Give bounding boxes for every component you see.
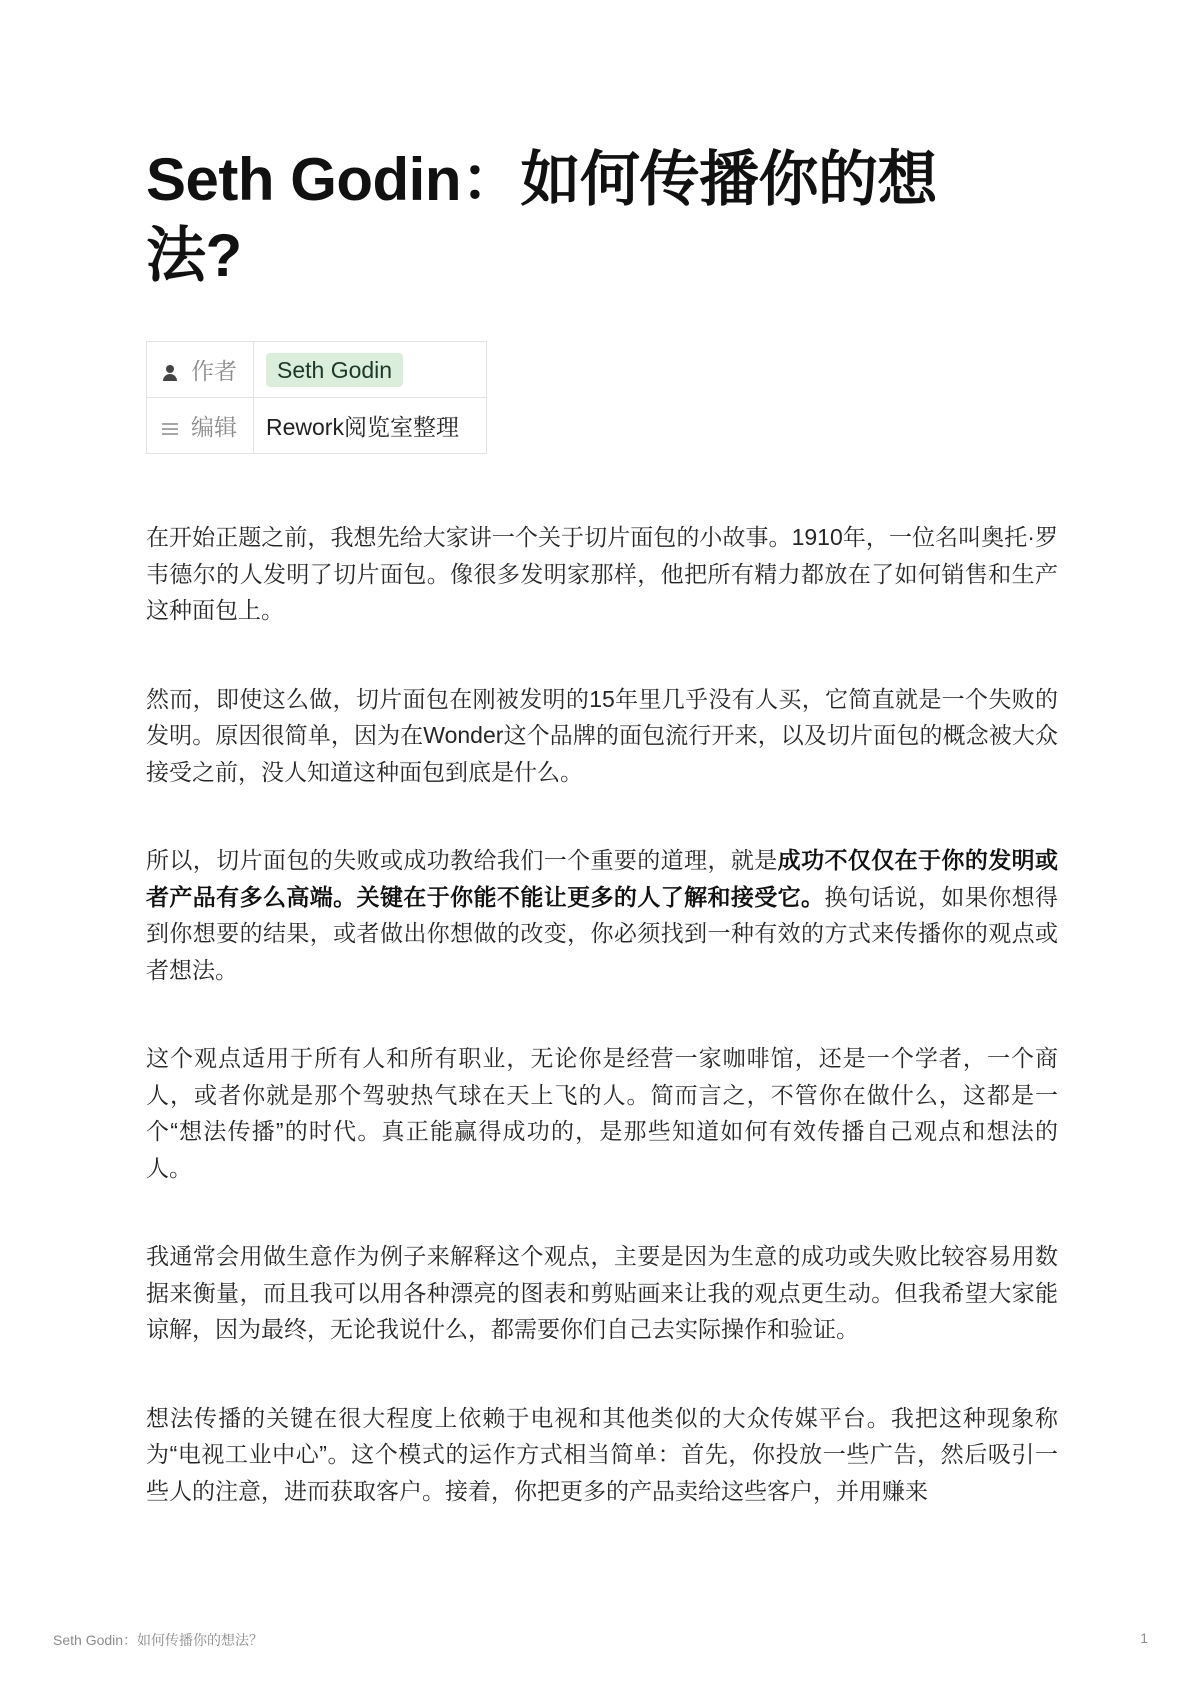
property-key-label: 作者 [191, 358, 237, 384]
property-key-editor [147, 398, 254, 454]
person-icon [159, 363, 181, 384]
properties-table [146, 341, 487, 454]
paragraph [146, 842, 1058, 988]
property-key-label: 编辑 [191, 414, 237, 440]
paragraph: 我通常会用做生意作为例子来解释这个观点，主要是因为生意的成功或失败比较容易用数据来衡量，而且我可以用各种漂亮的图表和剪贴画来让我的观点更生动。但我希望大家能谅解，因为最终，无论我说什么，都需要你们自己去实际操作和验证。 [146, 1243, 1058, 1342]
property-row-editor [147, 398, 487, 454]
bold-emphasis: 成功不仅仅在于你的发明或者产品有多么高端。关键在于你能不能让更多的人了解和接受它。 [146, 847, 1059, 910]
property-value-author [254, 342, 487, 398]
property-value-editor: Rework阅览室整理 [254, 398, 487, 454]
property-row-author [147, 342, 487, 398]
paragraph: 想法传播的关键在很大程度上依赖于电视和其他类似的大众传媒平台。我把这种现象称为“电视工业中心”。这个模式的运作方式相当简单：首先，你投放一些广告，然后吸引一些人的注意，进而获取客户。接着，你把更多的产品卖给这些客户，并用赚来 [146, 1404, 1058, 1504]
page-title: Seth Godin：如何传播你的想法? [146, 146, 937, 289]
property-key-author [147, 342, 254, 398]
author-tag[interactable]: Seth Godin [266, 353, 403, 387]
paragraph-text: 所以，切片面包的失败或成功教给我们一个重要的道理，就是 [146, 847, 778, 873]
article-body [146, 519, 1058, 1561]
paragraph: 这个观点适用于所有人和所有职业，无论你是经营一家咖啡馆，还是一个学者，一个商人，或者你就是那个驾驶热气球在天上飞的人。简而言之，不管你在做什么，这都是一个“想法传播”的时代。真正能赢得成功的，是那些知道如何有效传播自己观点和想法的人。 [146, 1045, 1058, 1181]
paragraph-text: 换句话说，如果你想得到你想要的结果，或者做出你想做的改变，你必须找到一种有效的方式来传播你的观点或者想法。 [146, 883, 1059, 983]
paragraph: 在开始正题之前，我想先给大家讲一个关于切片面包的小故事。1910年，一位名叫奥托·罗韦德尔的人发明了切片面包。像很多发明家那样，他把所有精力都放在了如何销售和生产这种面包上。 [146, 524, 1058, 623]
page-number: 1 [1140, 1630, 1148, 1646]
text-lines-icon [159, 419, 181, 440]
footer-title: Seth Godin：如何传播你的想法？ [53, 1632, 264, 1648]
paragraph: 然而，即使这么做，切片面包在刚被发明的15年里几乎没有人买，它简直就是一个失败的发明。原因很简单，因为在Wonder这个品牌的面包流行开来，以及切片面包的概念被大众接受之前，没人知道这种面包到底是什么。 [146, 685, 1058, 785]
